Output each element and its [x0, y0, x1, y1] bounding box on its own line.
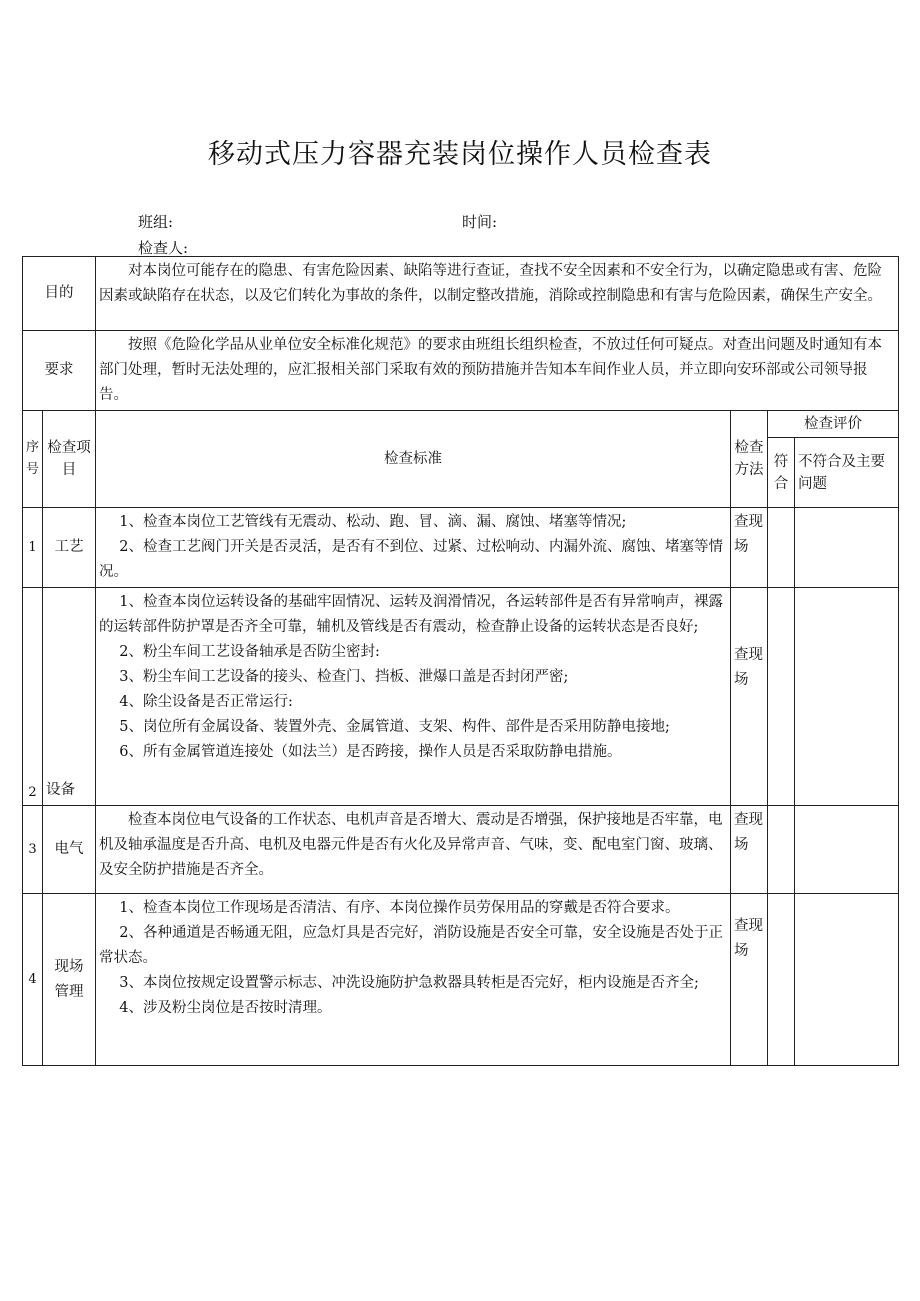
- table-row: [23, 894, 899, 1066]
- conform-header: 符合: [768, 438, 795, 508]
- team-label: 班组:: [138, 213, 174, 231]
- page-title: 移动式压力容器充装岗位操作人员检查表: [208, 139, 712, 170]
- row-seq: 4: [23, 894, 43, 1066]
- table-row: [23, 508, 899, 588]
- standard-line: 2、粉尘车间工艺设备轴承是否防尘密封:: [119, 644, 380, 660]
- method-header: 检查方法: [731, 411, 768, 508]
- row-method: 查现场: [731, 508, 768, 588]
- item-header: 检查项目: [43, 411, 96, 508]
- standard-line: 2、检查工艺阀门开关是否灵活，是否有不到位、过紧、过松响动、内漏外流、腐蚀、堵塞等情况。: [99, 539, 724, 580]
- evaluation-header: 检查评价: [768, 411, 899, 438]
- time-label: 时间:: [462, 213, 498, 231]
- row-standards: [96, 588, 731, 806]
- purpose-row: [23, 257, 899, 331]
- standard-line: 4、除尘设备是否正常运行:: [119, 694, 293, 710]
- row-item: 工艺: [43, 508, 96, 588]
- row-method: 查现场: [731, 806, 768, 894]
- requirement-label: 要求: [23, 331, 96, 411]
- requirement-row: [23, 331, 899, 411]
- standard-line: 1、检查本岗位工艺管线有无震动、松动、跑、冒、滴、漏、腐蚀、堵塞等情况;: [119, 514, 627, 530]
- row-seq: 2: [23, 588, 43, 806]
- row-method: 查现场: [731, 894, 768, 1066]
- standard-line: 5、岗位所有金属设备、装置外壳、金属管道、支架、构件、部件是否采用防静电接地;: [119, 719, 670, 735]
- row-nonconform[interactable]: [795, 588, 899, 806]
- inspection-table: [22, 256, 899, 1066]
- row-seq: 3: [23, 806, 43, 894]
- nonconform-header: 不符合及主要问题: [795, 438, 899, 508]
- row-conform[interactable]: [768, 508, 795, 588]
- standard-line: 4、涉及粉尘岗位是否按时清理。: [119, 1000, 332, 1016]
- standard-line: 3、粉尘车间工艺设备的接头、检查门、挡板、泄爆口盖是否封闭严密;: [119, 669, 569, 685]
- standard-line: 1、检查本岗位运转设备的基础牢固情况、运转及润滑情况，各运转部件是否有异常响声，裸露的运转部件防护罩是否齐全可靠，辅机及管线是否有震动，检查静止设备的运转状态是否良好;: [99, 594, 724, 635]
- purpose-label: 目的: [23, 257, 96, 331]
- header-row: [23, 411, 899, 438]
- seq-header: 序号: [23, 411, 43, 508]
- row-nonconform[interactable]: [795, 508, 899, 588]
- standard-header: 检查标准: [96, 411, 731, 508]
- row-conform[interactable]: [768, 894, 795, 1066]
- purpose-text: 对本岗位可能存在的隐患、有害危险因素、缺陷等进行查证，查找不安全因素和不安全行为，以确定隐患或有害、危险因素或缺陷存在状态，以及它们转化为事故的条件，以制定整改措施，消除或控制隐患和有害与危险因素，确保生产安全。: [96, 257, 899, 331]
- inspector-label: 检查人:: [138, 239, 189, 257]
- row-nonconform[interactable]: [795, 806, 899, 894]
- standard-line: 3、本岗位按规定设置警示标志、冲洗设施防护急救器具转柜是否完好，柜内设施是否齐全;: [119, 975, 699, 991]
- row-standards: [96, 806, 731, 894]
- row-standards: [96, 894, 731, 1066]
- row-seq: 1: [23, 508, 43, 588]
- standard-line: 检查本岗位电气设备的工作状态、电机声音是否增大、震动是否增强，保护接地是否牢靠，电机及轴承温度是否升高、电机及电器元件是否有火化及异常声音、气味，变、配电室门窗、玻璃、及安全防护措施是否齐全。: [99, 812, 723, 878]
- standard-line: 6、所有金属管道连接处（如法兰）是否跨接，操作人员是否采取防静电措施。: [119, 744, 622, 760]
- table-row: [23, 806, 899, 894]
- row-nonconform[interactable]: [795, 894, 899, 1066]
- requirement-text: 按照《危险化学品从业单位安全标准化规范》的要求由班组长组织检查，不放过任何可疑点。对查出问题及时通知有本部门处理，暂时无法处理的，应汇报相关部门采取有效的预防措施并告知本车间作业人员，并立即向安环部或公司领导报告。: [96, 331, 899, 411]
- standard-line: 2、各种通道是否畅通无阻，应急灯具是否完好，消防设施是否安全可靠，安全设施是否处于正常状态。: [99, 925, 724, 966]
- row-conform[interactable]: [768, 806, 795, 894]
- row-method: 查现场: [731, 588, 768, 806]
- row-item: 设备: [43, 588, 96, 806]
- row-item: 现场管理: [43, 894, 96, 1066]
- standard-line: 1、检查本岗位工作现场是否清洁、有序、本岗位操作员劳保用品的穿戴是否符合要求。: [119, 900, 680, 916]
- row-conform[interactable]: [768, 588, 795, 806]
- row-item: 电气: [43, 806, 96, 894]
- table-row: [23, 588, 899, 806]
- row-standards: [96, 508, 731, 588]
